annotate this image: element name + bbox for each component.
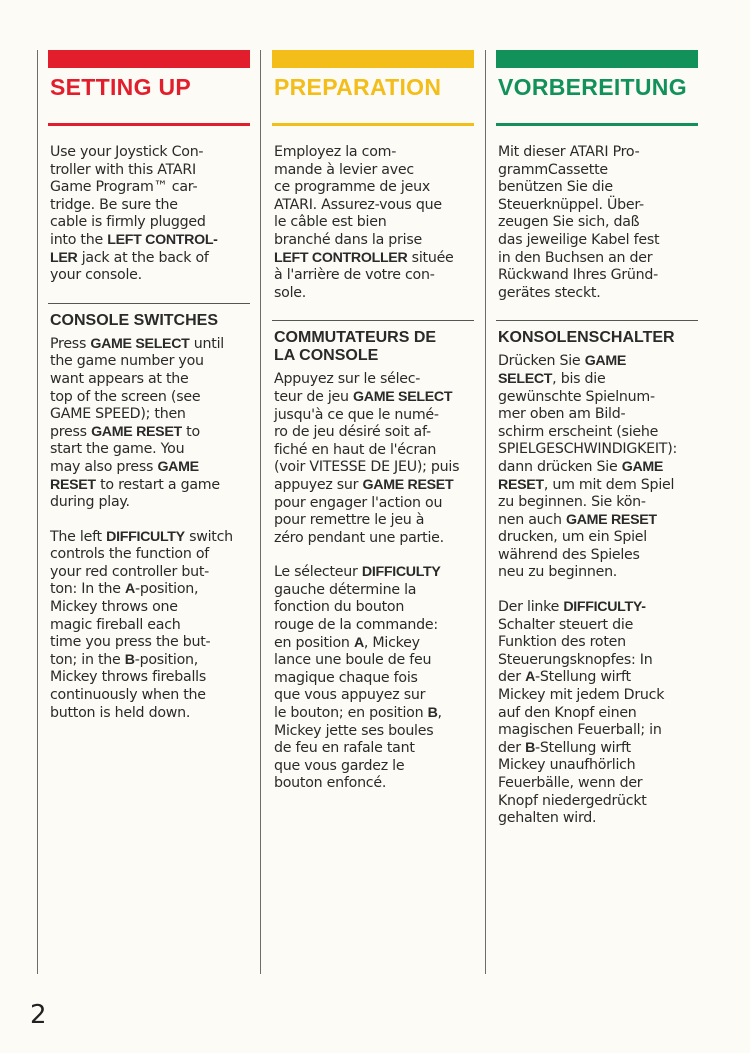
english-column bbox=[48, 50, 250, 722]
text-line: rouge de la commande: bbox=[274, 617, 438, 634]
text-line: der A-Stellung wirft bbox=[498, 669, 631, 686]
text-line: jusqu'à ce que le numé- bbox=[274, 406, 439, 423]
text-line: press GAME RESET to bbox=[50, 423, 200, 440]
french-heading-underline bbox=[272, 123, 474, 126]
text-line: Press GAME SELECT until bbox=[50, 335, 224, 352]
french-column bbox=[272, 50, 474, 793]
text-line: Steuerknüppel. Über- bbox=[498, 196, 644, 213]
text-line: Mickey throws fireballs bbox=[50, 669, 206, 686]
text-line: start the game. You bbox=[50, 441, 185, 458]
german-subheading: KONSOLENSCHALTER bbox=[498, 329, 675, 347]
french-subheading: COMMUTATEURS DE LA CONSOLE bbox=[274, 329, 437, 365]
text-line: mer oben am Bild- bbox=[498, 406, 626, 423]
text-line: dann drücken Sie GAME bbox=[498, 458, 664, 475]
text-line: auf den Knopf einen bbox=[498, 704, 637, 721]
text-line: your red controller but- bbox=[50, 563, 210, 580]
text-line: Mit dieser ATARI Pro- bbox=[498, 144, 640, 160]
text-line: Appuyez sur le sélec- bbox=[274, 371, 421, 388]
text-line: cable is firmly plugged bbox=[50, 214, 206, 231]
text-line: your console. bbox=[50, 267, 142, 284]
text-line: LEFT CONTROLLER située bbox=[274, 249, 454, 266]
english-color-bar bbox=[48, 50, 250, 68]
text-line: lance une boule de feu bbox=[274, 652, 432, 669]
text-line: Schalter steuert die bbox=[498, 616, 634, 633]
text-line: Funktion des roten bbox=[498, 634, 626, 651]
text-line: top of the screen (see bbox=[50, 388, 201, 405]
french-intro bbox=[274, 144, 474, 302]
text-line: appuyez sur GAME RESET bbox=[274, 476, 454, 493]
english-heading: SETTING UP bbox=[50, 74, 192, 100]
english-heading-underline bbox=[48, 123, 250, 126]
german-heading: VORBEREITUNG bbox=[498, 74, 687, 100]
text-line: may also press GAME bbox=[50, 458, 199, 475]
english-separator bbox=[48, 303, 250, 304]
text-line: le bouton; en position B, bbox=[274, 705, 442, 722]
text-line: gehalten wird. bbox=[498, 810, 597, 827]
text-line: en position A, Mickey bbox=[274, 634, 420, 651]
text-line: zéro pendant une partie. bbox=[274, 529, 444, 546]
french-heading: PREPARATION bbox=[274, 74, 442, 100]
text-line: continuously when the bbox=[50, 687, 206, 704]
text-line: teur de jeu GAME SELECT bbox=[274, 388, 453, 405]
text-line: SPIELGESCHWINDIGKEIT): bbox=[498, 441, 678, 458]
text-line: pour engager l'action ou bbox=[274, 494, 443, 511]
text-line: der B-Stellung wirft bbox=[498, 739, 631, 756]
german-column bbox=[496, 50, 698, 828]
text-line: the game number you bbox=[50, 353, 204, 370]
text-line: magic fireball each bbox=[50, 616, 181, 633]
text-line: ro de jeu désiré soit af- bbox=[274, 424, 431, 441]
text-line: ton; in the B-position, bbox=[50, 651, 199, 668]
text-line: zeugen Sie sich, daß bbox=[498, 214, 640, 231]
text-line: GAME SPEED); then bbox=[50, 406, 186, 423]
text-line: RESET to restart a game bbox=[50, 476, 220, 493]
text-line: (voir VITESSE DE JEU); puis bbox=[274, 459, 460, 476]
text-line: mande à levier avec bbox=[274, 161, 414, 178]
text-line: in den Buchsen an der bbox=[498, 249, 653, 266]
text-line: LER jack at the back of bbox=[50, 249, 209, 266]
text-line: controls the function of bbox=[50, 546, 210, 563]
text-line: button is held down. bbox=[50, 704, 191, 721]
text-line: Mickey throws one bbox=[50, 599, 178, 616]
text-line: Mickey unaufhörlich bbox=[498, 757, 636, 774]
text-line: The left DIFFICULTY switch bbox=[50, 528, 233, 545]
english-paragraph-2 bbox=[50, 529, 250, 723]
text-line: que vous appuyez sur bbox=[274, 687, 426, 704]
text-line: Knopf niedergedrückt bbox=[498, 792, 647, 809]
text-line: bouton enfoncé. bbox=[274, 775, 387, 792]
column-divider-3 bbox=[485, 50, 486, 974]
german-separator bbox=[496, 320, 698, 321]
text-line: während des Spieles bbox=[498, 546, 640, 563]
text-line: Le sélecteur DIFFICULTY bbox=[274, 564, 441, 581]
column-divider-1 bbox=[37, 50, 38, 974]
text-line: que vous gardez le bbox=[274, 757, 405, 774]
text-line: Use your Joystick Con- bbox=[50, 144, 204, 160]
text-line: SELECT, bis die bbox=[498, 370, 606, 387]
english-subheading: CONSOLE SWITCHES bbox=[50, 311, 219, 329]
text-line: pour remettre le jeu à bbox=[274, 512, 425, 529]
german-intro bbox=[498, 144, 698, 302]
text-line: during play. bbox=[50, 494, 130, 511]
text-line: zu beginnen. Sie kön- bbox=[498, 494, 646, 511]
french-color-bar bbox=[272, 50, 474, 68]
text-line: branché dans la prise bbox=[274, 231, 422, 248]
german-heading-underline bbox=[496, 123, 698, 126]
text-line: schirm erscheint (siehe bbox=[498, 423, 659, 440]
text-line: Mickey mit jedem Druck bbox=[498, 687, 665, 704]
page-number: 2 bbox=[30, 1000, 47, 1030]
text-line: fonction du bouton bbox=[274, 599, 405, 616]
text-line: magique chaque fois bbox=[274, 669, 418, 686]
text-line: Steuerungsknopfes: In bbox=[498, 651, 653, 668]
text-line: Der linke DIFFICULTY- bbox=[498, 599, 646, 616]
text-line: benützen Sie die bbox=[498, 179, 613, 196]
text-line: le câble est bien bbox=[274, 214, 387, 231]
text-line: RESET, um mit dem Spiel bbox=[498, 476, 675, 493]
text-line: à l'arrière de votre con- bbox=[274, 267, 435, 284]
text-line: gerätes steckt. bbox=[498, 284, 601, 301]
text-line: gauche détermine la bbox=[274, 581, 417, 598]
text-line: magischen Feuerball; in bbox=[498, 722, 662, 739]
text-line: ce programme de jeux bbox=[274, 179, 430, 196]
german-color-bar bbox=[496, 50, 698, 68]
text-line: ton: In the A-position, bbox=[50, 581, 199, 598]
text-line: into the LEFT CONTROL- bbox=[50, 231, 218, 248]
text-line: de feu en rafale tant bbox=[274, 740, 415, 757]
text-line: sole. bbox=[274, 284, 307, 301]
text-line: Rückwand Ihres Gründ- bbox=[498, 267, 659, 284]
text-line: Feuerbälle, wenn der bbox=[498, 775, 643, 791]
french-paragraph-2 bbox=[274, 564, 474, 793]
text-line: neu zu beginnen. bbox=[498, 564, 618, 581]
text-line: fiché en haut de l'écran bbox=[274, 441, 437, 458]
text-line: Game Program™ car- bbox=[50, 179, 198, 196]
text-line: Drücken Sie GAME bbox=[498, 353, 627, 370]
text-line: time you press the but- bbox=[50, 634, 211, 651]
text-line: tridge. Be sure the bbox=[50, 196, 178, 213]
german-paragraph-2 bbox=[498, 599, 698, 828]
text-line: grammCassette bbox=[498, 161, 608, 178]
column-divider-2 bbox=[260, 50, 261, 974]
french-paragraph-1 bbox=[274, 371, 474, 547]
text-line: gewünschte Spielnum- bbox=[498, 388, 655, 405]
text-line: drucken, um ein Spiel bbox=[498, 529, 647, 546]
text-line: nen auch GAME RESET bbox=[498, 511, 657, 528]
german-paragraph-1 bbox=[498, 353, 698, 582]
text-line: Mickey jette ses boules bbox=[274, 722, 434, 739]
text-line: das jeweilige Kabel fest bbox=[498, 231, 660, 248]
text-line: Employez la com- bbox=[274, 144, 397, 160]
english-paragraph-1 bbox=[50, 336, 250, 512]
text-line: want appears at the bbox=[50, 370, 189, 387]
text-line: ATARI. Assurez-vous que bbox=[274, 196, 442, 213]
french-separator bbox=[272, 320, 474, 321]
english-intro bbox=[50, 144, 250, 285]
text-line: troller with this ATARI bbox=[50, 161, 196, 178]
